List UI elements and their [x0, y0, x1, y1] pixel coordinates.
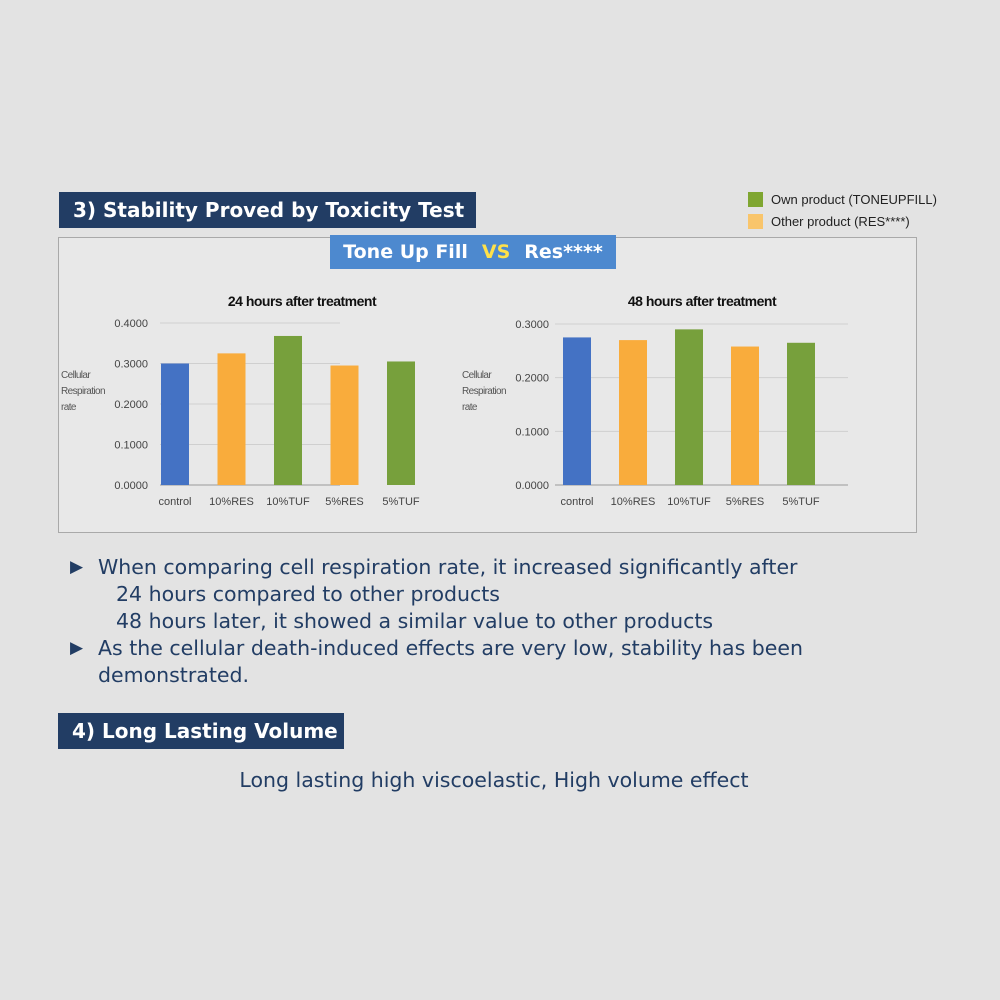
- x-tick-label: 5%RES: [325, 496, 364, 508]
- legend: [748, 188, 937, 232]
- y-tick-label: 0.2000: [515, 372, 549, 385]
- y-tick-label: 0.4000: [114, 318, 148, 330]
- bar-control: [563, 337, 591, 485]
- bar-10pct-res: [218, 353, 246, 485]
- chart-title: 48 hours after treatment: [627, 293, 777, 309]
- y-axis-label: Cellular: [61, 370, 91, 381]
- chart-title: 24 hours after treatment: [227, 293, 377, 309]
- y-axis-label: rate: [61, 402, 76, 413]
- vs-right-label: Res****: [524, 241, 603, 263]
- y-tick-label: 0.0000: [114, 480, 148, 492]
- y-axis-label: Cellular: [462, 370, 492, 381]
- y-axis-label: rate: [462, 402, 477, 413]
- x-tick-label: 10%RES: [610, 496, 656, 508]
- x-tick-label: control: [560, 496, 594, 508]
- bullet-arrow-icon: ▶: [70, 638, 84, 658]
- y-axis-label: Respiration: [61, 386, 105, 397]
- legend-item-other: [748, 210, 937, 232]
- section-3-header: 3) Stability Proved by Toxicity Test: [59, 192, 476, 228]
- vs-label: VS: [481, 241, 511, 263]
- bar-5pct-tuf: [387, 361, 415, 485]
- y-tick-label: 0.0000: [515, 480, 549, 492]
- legend-item-own: [748, 188, 937, 210]
- x-tick-label: 10%TUF: [667, 496, 711, 508]
- y-tick-label: 0.3000: [114, 358, 148, 371]
- bullet-2-line-1: As the cellular death-induced effects are very low, stability has been: [98, 636, 803, 660]
- bullet-1: [70, 554, 970, 581]
- tagline: Long lasting high viscoelastic, High volume effect: [239, 768, 749, 792]
- bar-10pct-tuf: [274, 336, 302, 485]
- bar-10pct-tuf: [675, 329, 703, 485]
- y-tick-label: 0.1000: [515, 426, 549, 439]
- x-tick-label: 10%RES: [209, 496, 254, 508]
- bullet-1-line-3: 48 hours later, it showed a similar value to other products: [116, 609, 714, 633]
- bullet-arrow-icon: ▶: [70, 557, 84, 577]
- chart-48h: [460, 280, 860, 520]
- x-tick-label: 10%TUF: [266, 496, 310, 508]
- bar-5pct-res: [731, 347, 759, 485]
- y-tick-label: 0.2000: [114, 399, 148, 411]
- y-tick-label: 0.1000: [114, 439, 148, 452]
- bullet-2-line-2: demonstrated.: [98, 663, 250, 687]
- legend-label-other: Other product (RES****): [771, 213, 910, 229]
- y-axis-label: Respiration: [462, 386, 506, 397]
- bar-5pct-tuf: [787, 343, 815, 485]
- legend-label-own: Own product (TONEUPFILL): [771, 191, 937, 207]
- bar-control: [161, 364, 189, 486]
- x-tick-label: control: [158, 496, 192, 508]
- section-4-header: 4) Long Lasting Volume: [58, 713, 344, 749]
- x-tick-label: 5%RES: [725, 496, 765, 508]
- legend-swatch-own: [748, 192, 763, 207]
- bar-10pct-res: [619, 340, 647, 485]
- bullet-1-line-2: 24 hours compared to other products: [116, 582, 500, 606]
- vs-left-label: Tone Up Fill: [343, 241, 468, 263]
- vs-banner: [330, 235, 616, 269]
- bullet-1-line-1: When comparing cell respiration rate, it increased significantly after: [98, 555, 798, 579]
- x-tick-label: 5%TUF: [782, 496, 820, 508]
- legend-swatch-other: [748, 214, 763, 229]
- bar-5pct-res: [331, 366, 359, 485]
- bullet-2: [70, 635, 970, 662]
- y-tick-label: 0.3000: [515, 319, 549, 331]
- chart-24h: [58, 280, 420, 520]
- bullet-list: [70, 554, 970, 689]
- x-tick-label: 5%TUF: [382, 496, 420, 508]
